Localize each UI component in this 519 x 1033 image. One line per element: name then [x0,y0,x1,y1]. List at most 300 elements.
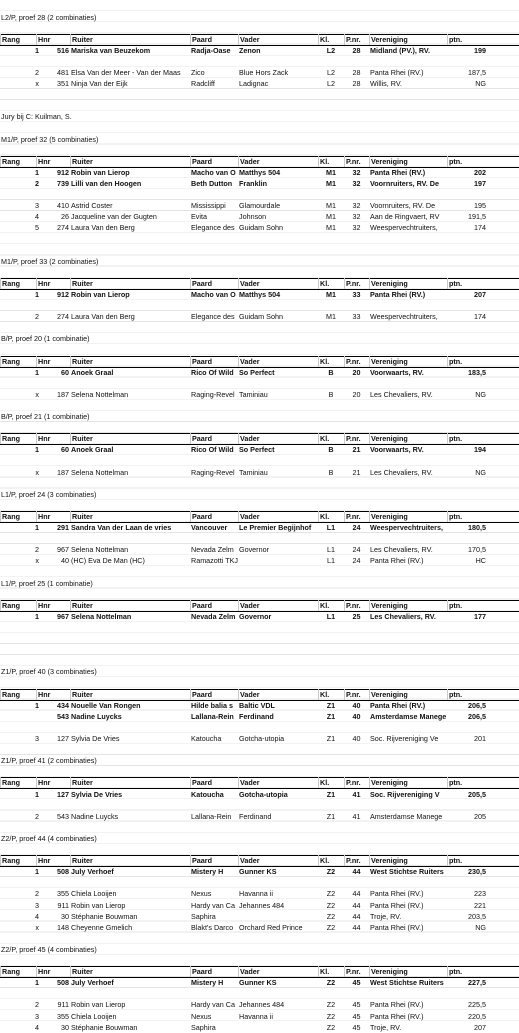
cell-pnr: 41 [352,811,361,821]
cell-hnr: 967 [57,611,69,621]
cell-kl: Z1 [326,734,336,743]
cell-paard: Nevada Zelm [191,611,236,621]
cell-rang: 1 [35,700,39,710]
header-cell: Ruiter [70,433,190,444]
header-cell: Rang [0,855,36,866]
cell-kl: Z1 [326,811,336,821]
blank-row [0,877,519,888]
table-row [0,700,519,711]
cell-ver: West Stichtse Ruiters [370,867,444,877]
cell-ptn: 207 [474,1022,486,1032]
blank-row [0,622,519,633]
cell-pnr: 44 [352,867,361,877]
header-cell: P.nr. [344,966,369,977]
cell-ruiter: July Verhoef [71,867,114,877]
header-cell: ptn. [447,777,487,788]
header-cell: Rang [0,600,36,611]
cell-ver: Troje, RV. [370,911,402,921]
blank-row [0,400,519,411]
section-title-text: L1/P, proef 25 (1 combinatie) [1,578,93,588]
header-cell: P.nr. [344,689,369,700]
header-cell: P.nr. [344,600,369,611]
cell-hnr: 187 [57,389,69,399]
cell-rang: x [35,922,39,932]
section-title-text: B/P, proef 21 (1 combinatie) [1,412,90,422]
table-row [0,1022,519,1033]
header-cell: Vader [238,777,318,788]
cell-rang: 1 [35,867,39,877]
cell-ver: Les Chevaliers, RV. [370,611,436,621]
table-row [0,733,519,744]
cell-ver: Aan de Ringvaert, RV [370,212,440,222]
cell-hnr: 30 [61,1022,69,1032]
cell-vader [238,1022,318,1033]
table-row [0,999,519,1010]
blank-row [0,345,519,356]
header-cell: Hnr [36,34,70,45]
cell-ruiter: Astrid Coster [71,201,113,211]
cell-ruiter: Laura Van den Berg [71,312,135,322]
cell-paard: Saphira [191,1022,216,1032]
header-cell: Vereniging [369,777,447,788]
cell-vader: Gotcha-utopia [239,789,288,799]
table-row [0,167,519,178]
header-cell: Paard [190,156,238,167]
cell-kl: L2 [327,79,335,89]
blank-row [0,322,519,333]
cell-rang: 1 [35,445,39,455]
header-cell: Paard [190,855,238,866]
cell-hnr: 508 [57,867,69,877]
cell-kl: Z1 [326,711,336,721]
header-cell: Paard [190,34,238,45]
cell-kl: Z2 [326,889,336,899]
header-cell: Kl. [318,855,344,866]
cell-ptn: NG [475,389,486,399]
cell-rang: x [35,556,39,566]
blank-row [0,678,519,689]
cell-kl: Z2 [326,1022,336,1032]
blank-row [0,89,519,100]
section-title-text: L1/P, proef 24 (3 combinaties) [1,489,97,499]
cell-kl: Z2 [326,900,336,910]
cell-kl: L1 [327,556,335,566]
blank-row [0,456,519,467]
cell-ptn: 206,5 [468,711,486,721]
blank-row [0,100,519,111]
cell-ruiter: Robin van Lierop [71,1000,126,1010]
table-row [0,789,519,800]
cell-pnr: 20 [352,367,361,377]
table-row [0,444,519,455]
blank-row [0,23,519,34]
header-cell: Ruiter [70,689,190,700]
cell-ptn: 170,5 [468,545,486,555]
section-title [0,489,519,500]
header-cell: Hnr [36,600,70,611]
section-title-text: L2/P, proef 28 (2 combinaties) [1,12,97,22]
cell-ver: Amsterdamse Manege [370,811,443,821]
cell-ptn: 174 [474,312,486,322]
blank-row [0,766,519,777]
blank-row [0,644,519,655]
cell-rang [0,711,40,722]
cell-hnr: 127 [57,789,69,799]
table-row [0,911,519,922]
cell-hnr: 410 [57,201,69,211]
cell-hnr: 274 [57,223,69,233]
table-row [0,467,519,478]
table-row [0,1011,519,1022]
blank-row [0,245,519,256]
table-row [0,200,519,211]
cell-paard: Rico Of Wild [191,367,234,377]
cell-ver: Panta Rhei (RV.) [370,1000,424,1010]
cell-vader: Jehannes 484 [239,900,285,910]
cell-pnr: 45 [352,1022,361,1032]
cell-vader: So Perfect [239,367,275,377]
cell-rang: x [35,389,39,399]
header-cell: Kl. [318,34,344,45]
cell-pnr: 24 [352,545,361,555]
header-cell: Hnr [36,511,70,522]
cell-rang: 1 [35,523,39,533]
cell-hnr: 26 [61,212,69,222]
cell-pnr: 21 [352,467,361,477]
cell-ptn: 207 [474,290,486,299]
cell-ptn: 221 [474,900,486,910]
cell-kl: Z1 [326,700,336,710]
cell-ptn: 187,5 [468,68,486,77]
cell-ver: Voornruiters, RV. De [370,201,436,211]
cell-kl: L1 [327,545,335,555]
cell-ver: Midland (PV.), RV. [370,45,431,55]
cell-ruiter: Stéphanie Bouwman [71,1022,138,1032]
header-cell: Vereniging [369,278,447,289]
cell-vader: Glamourdale [239,201,281,211]
header-cell: Rang [0,689,36,700]
header-cell: ptn. [447,34,487,45]
cell-vader: Gunner KS [239,978,277,988]
header-cell: ptn. [447,433,487,444]
cell-hnr: 60 [61,367,69,377]
header-cell: Hnr [36,356,70,367]
cell-ver: West Stichtse Ruiters [370,978,444,988]
cell-paard: Vancouver [191,523,228,533]
cell-hnr: 187 [57,467,69,477]
cell-ver: Panta Rhei (RV.) [370,1011,424,1021]
header-cell: Vereniging [369,34,447,45]
cell-ver: Panta Rhei (RV.) [370,556,424,566]
cell-kl: Z2 [326,911,336,921]
cell-ptn: 197 [474,179,486,188]
cell-pnr: 32 [352,167,361,177]
cell-rang: 4 [35,911,39,921]
cell-kl: B [328,389,334,399]
header-cell: ptn. [447,600,487,611]
header-cell: ptn. [447,966,487,977]
cell-ptn: 199 [474,45,486,55]
cell-ver: Les Chevaliers, RV. [370,467,433,477]
cell-hnr: 30 [61,911,69,921]
blank-row [0,822,519,833]
cell-rang: x [35,79,39,89]
cell-paard: Radcliff [191,79,215,89]
cell-vader: Jehannes 484 [239,1000,285,1010]
cell-ruiter: Ninja Van der Eijk [71,79,128,89]
table-row [0,289,519,300]
table-row [0,900,519,911]
header-cell: Vereniging [369,689,447,700]
cell-vader: Baltic VDL [239,700,275,710]
blank-row [0,123,519,134]
cell-paard: Hardy van Ca [191,1000,235,1010]
cell-ptn: NG [475,467,486,477]
cell-hnr: 911 [57,900,69,910]
cell-ptn: 225,5 [468,1000,486,1010]
cell-paard: Mississippi [191,201,226,211]
header-cell: Vereniging [369,156,447,167]
blank-row [0,300,519,311]
cell-vader: Matthys 504 [239,290,281,299]
cell-ptn: 201 [474,734,486,743]
header-cell: Ruiter [70,966,190,977]
cell-rang: 1 [35,167,39,177]
cell-ptn: 177 [474,611,486,621]
cell-ruiter: Nadine Luycks [71,711,122,721]
header-cell: Ruiter [70,511,190,522]
cell-ptn: 230,5 [468,867,486,877]
header-cell: Paard [190,356,238,367]
header-cell: Hnr [36,689,70,700]
cell-pnr: 25 [352,611,361,621]
cell-hnr: 516 [57,45,69,55]
cell-rang: 3 [35,734,39,743]
section-title-text: Z2/P, proef 44 (4 combinaties) [1,833,97,843]
cell-paard: Saphira [191,911,216,921]
cell-paard: Nexus [191,889,212,899]
cell-vader: Le Premier Begijnhof [239,523,312,533]
cell-kl: B [328,367,334,377]
table-row [0,866,519,877]
cell-ptn: 227,5 [468,978,486,988]
cell-ptn: 223 [474,889,486,899]
header-cell: Vader [238,34,318,45]
header-cell: Hnr [36,777,70,788]
section-title [0,411,519,422]
cell-pnr: 24 [352,556,361,566]
cell-kl: L2 [327,68,335,77]
cell-ver: Panta Rhei (RV.) [370,290,426,299]
cell-hnr: 912 [57,290,69,299]
blank-row [0,567,519,578]
header-cell: Paard [190,966,238,977]
blank-row [0,500,519,511]
cell-ruiter: Anoek Graal [71,445,114,455]
section-title [0,755,519,766]
cell-pnr: 28 [352,79,361,89]
cell-vader: Governor [239,611,272,621]
cell-ver: Panta Rhei (RV.) [370,167,426,177]
header-cell: Rang [0,966,36,977]
cell-ver: Amsterdamse Manege [370,711,447,721]
cell-ruiter: Nouelle Van Rongen [71,700,141,710]
cell-paard: Raging-Revel [191,467,235,477]
cell-pnr: 28 [352,45,361,55]
cell-ptn: 180,5 [468,523,486,533]
header-cell: P.nr. [344,278,369,289]
cell-vader: Gotcha-utopia [239,734,285,743]
blank-row [0,633,519,644]
cell-rang: x [35,467,39,477]
cell-vader [238,555,318,566]
section-title [0,666,519,677]
header-cell: Kl. [318,966,344,977]
cell-hnr: 739 [57,179,69,188]
header-cell: Rang [0,433,36,444]
cell-kl: Z2 [326,1011,336,1021]
header-cell: ptn. [447,689,487,700]
cell-ver: Weespervechtruiters, [370,312,438,322]
cell-ruiter: Anoek Graal [71,367,114,377]
cell-ruiter: Robin van Lierop [71,167,130,177]
cell-pnr: 41 [352,789,361,799]
section-title [0,12,519,23]
table-row [0,888,519,899]
cell-hnr: 543 [57,811,69,821]
cell-hnr: 967 [57,545,69,555]
cell-hnr: 434 [57,700,69,710]
cell-paard: Elegance des [191,312,235,322]
header-cell: Ruiter [70,356,190,367]
header-cell: Vader [238,689,318,700]
cell-ruiter: Jacqueline van der Gugten [71,212,157,222]
cell-rang: 3 [35,201,39,211]
cell-ruiter: Chiela Looijen [71,889,117,899]
cell-paard: Beth Dutton [191,179,233,188]
header-cell: ptn. [447,156,487,167]
cell-kl: Z1 [326,789,336,799]
header-cell: Hnr [36,966,70,977]
blank-row [0,478,519,489]
cell-hnr: 60 [61,445,69,455]
cell-pnr: 32 [352,179,361,188]
cell-paard: Mistery H [191,978,224,988]
header-cell: Rang [0,156,36,167]
cell-paard: Macho van O [191,167,236,177]
cell-paard: Raging-Revel [191,389,235,399]
cell-rang: 4 [35,1022,39,1032]
cell-hnr: 351 [57,79,69,89]
cell-paard: Macho van O [191,290,236,299]
cell-hnr: 127 [57,734,69,743]
header-cell: Ruiter [70,156,190,167]
cell-vader: Franklin [239,179,267,188]
blank-row [0,422,519,433]
blank-row [0,589,519,600]
cell-paard: Rico Of Wild [191,445,234,455]
cell-ver: Les Chevaliers, RV. [370,545,433,555]
cell-pnr: 20 [352,389,361,399]
cell-rang: 2 [35,889,39,899]
cell-rang: 4 [35,212,39,222]
cell-ruiter: Lilli van den Hoogen [71,179,142,188]
cell-pnr: 40 [352,711,361,721]
cell-ver: Weespervechtruiters, [370,523,443,533]
cell-rang: 1 [35,45,39,55]
header-cell: Vader [238,156,318,167]
blank-row [0,267,519,278]
cell-pnr: 40 [352,700,361,710]
header-cell: Paard [190,433,238,444]
cell-paard: Nevada Zelm [191,545,234,555]
cell-ver: Voorwaarts, RV. [370,445,424,455]
table-row [0,67,519,78]
cell-paard: Blakt's Darco [191,922,234,932]
cell-rang: 1 [35,290,39,299]
cell-kl: B [328,445,334,455]
cell-vader: Taminiau [239,389,268,399]
cell-paard: Lallana-Rein [191,811,232,821]
jury-note-text: Jury bij C: Kuilman, S. [1,112,72,122]
cell-pnr: 44 [352,900,361,910]
section-title [0,833,519,844]
cell-vader: Havanna ii [239,1011,273,1021]
header-cell: Paard [190,278,238,289]
blank-row [0,56,519,67]
cell-pnr: 40 [352,734,361,743]
cell-vader: Matthys 504 [239,167,281,177]
cell-hnr: 355 [57,1011,69,1021]
cell-kl: M1 [326,167,336,177]
cell-kl: L1 [326,523,336,533]
header-cell: Paard [190,689,238,700]
blank-row [0,234,519,245]
cell-ruiter: Selena Nottelman [71,611,132,621]
table-row [0,389,519,400]
cell-ruiter: Sandra Van der Laan de vries [71,523,172,533]
blank-row [0,955,519,966]
cell-paard: Radja-Oase [191,45,231,55]
cell-ruiter: Chiela Looijen [71,1011,117,1021]
cell-ptn: NG [475,922,486,932]
header-cell: Vader [238,433,318,444]
cell-rang: 3 [35,1011,39,1021]
blank-row [0,145,519,156]
header-cell: Vader [238,600,318,611]
cell-paard: Mistery H [191,867,224,877]
header-cell: ptn. [447,278,487,289]
cell-rang: 1 [35,367,39,377]
cell-hnr: 291 [57,523,69,533]
table-row [0,711,519,722]
header-cell: ptn. [447,511,487,522]
cell-paard: Ramazotti TKJ [191,556,238,566]
table-row [0,977,519,988]
cell-ptn: 183,5 [468,367,486,377]
cell-kl: Z2 [326,922,336,932]
header-cell: Ruiter [70,855,190,866]
cell-ptn: 205,5 [468,789,486,799]
cell-pnr: 24 [352,523,361,533]
cell-hnr: 481 [57,68,69,77]
cell-paard: Evita [191,212,207,222]
header-cell: Kl. [318,356,344,367]
header-cell: P.nr. [344,855,369,866]
cell-paard: Lallana-Rein [191,711,234,721]
header-cell: P.nr. [344,777,369,788]
header-cell: Kl. [318,156,344,167]
